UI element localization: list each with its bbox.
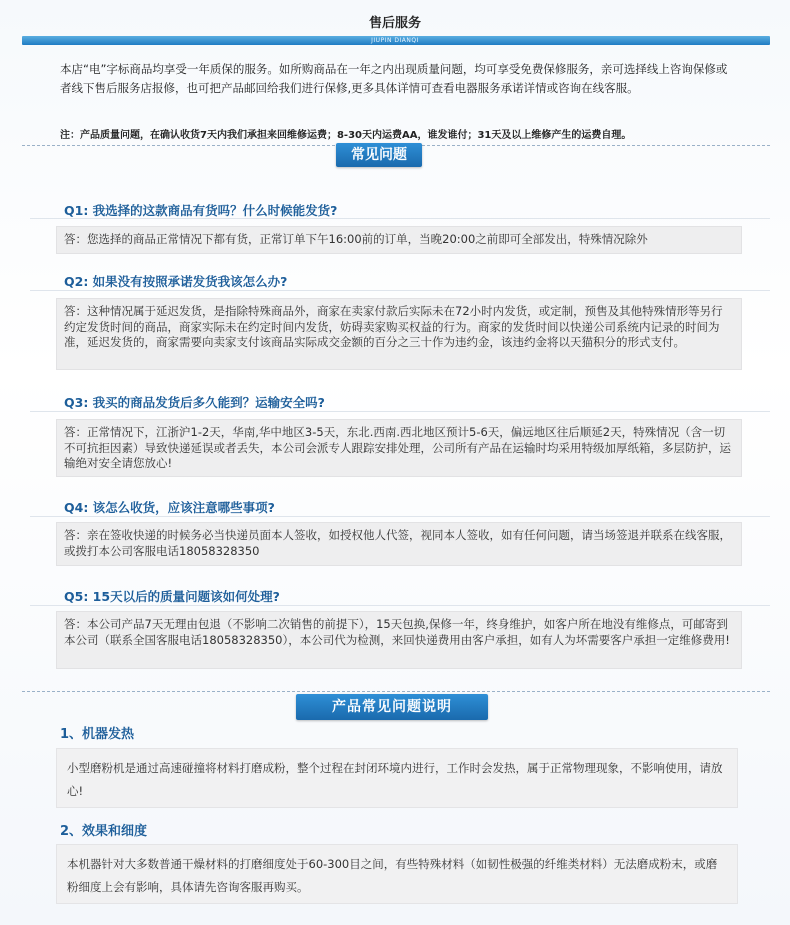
- product-issue-text-1: 小型磨粉机是通过高速碰撞将材料打磨成粉，整个过程在封闭环境内进行，工作时会发热，属于正常物理现象，不影响使用，请放心!: [56, 748, 738, 808]
- page-title: 售后服务: [368, 16, 421, 31]
- faq-question-underline: [30, 605, 770, 606]
- faq-question-5: Q5: 15天以后的质量问题该如何处理?: [64, 589, 280, 604]
- section-divider: [22, 691, 770, 692]
- faq-heading: 常见问题: [336, 143, 422, 167]
- faq-answer-2: 答：这种情况属于延迟发货，是指除特殊商品外，商家在卖家付款后实际未在72小时内发货，或定制，预售及其他特殊情形等另行约定发货时间的商品，商家实际未在约定时间内发货，妨碍卖家购买权益的行为。商家的发货时间以快递公司系统内记录的时间为准，延迟发货的，商家需要向卖家支付该商品实际成交金额的百分之三十作为违约金，该违约金将以天猫积分的形式支付。: [56, 298, 742, 370]
- faq-question-1: Q1: 我选择的这款商品有货吗？什么时候能发货?: [64, 203, 338, 218]
- faq-question-underline: [30, 516, 770, 517]
- warranty-intro: 本店“电”字标商品均享受一年质保的服务。如所购商品在一年之内出现质量问题，均可享受免费保修服务，亲可选择线上咨询保修或者线下售后服务店报修，也可把产品邮回给我们进行保修,更多具体详情可查看电器服务承诺详情或咨询在线客服。: [60, 62, 728, 95]
- header-subtitle: JIUPIN DIANQI: [371, 37, 419, 44]
- faq-answer-5: 答：本公司产品7天无理由包退（不影响二次销售的前提下），15天包换,保修一年，终身维护，如客户所在地没有维修点，可邮寄到本公司（联系全国客服电话18058328350），本公司代为检测，来回快递费用由客户承担，如有人为坏需要客户承担一定维修费用!: [56, 611, 742, 669]
- faq-question-4: Q4: 该怎么收货，应该注意哪些事项?: [64, 500, 275, 515]
- faq-question-underline: [30, 411, 770, 412]
- product-issue-title-1: 1、机器发热: [60, 727, 135, 742]
- shipping-fee-note: 注：产品质量问题，在确认收货7天内我们承担来回维修运费；8-30天内运费AA，谁发谁付；31天及以上维修产生的运费自理。: [60, 130, 632, 141]
- faq-answer-4: 答：亲在签收快递的时候务必当快递员面本人签收，如授权他人代签，视同本人签收，如有任何问题，请当场签退并联系在线客服，或拨打本公司客服电话18058328350: [56, 522, 742, 566]
- product-issue-text-2: 本机器针对大多数普通干燥材料的打磨细度处于60-300目之间，有些特殊材料（如韧性极强的纤维类材料）无法磨成粉末，或磨粉细度上会有影响，具体请先咨询客服再购买。: [56, 844, 738, 904]
- faq-question-2: Q2: 如果没有按照承诺发货我该怎么办?: [64, 274, 288, 289]
- faq-answer-3: 答：正常情况下，江浙沪1-2天，华南,华中地区3-5天，东北.西南.西北地区预计5-6天，偏远地区往后顺延2天，特殊情况（含一切不可抗拒因素）导致快递延误或者丢失，本公司会派专人跟踪安排处理，公司所有产品在运输时均采用特级加厚纸箱，多层防护，运输绝对安全请您放心!: [56, 419, 742, 477]
- faq-question-underline: [30, 290, 770, 291]
- product-faq-heading: 产品常见问题说明: [296, 694, 488, 720]
- faq-question-3: Q3: 我买的商品发货后多久能到？运输安全吗?: [64, 395, 325, 410]
- faq-question-underline: [30, 218, 770, 219]
- faq-answer-1: 答：您选择的商品正常情况下都有货，正常订单下午16:00前的订单，当晚20:00之前即可全部发出，特殊情况除外: [56, 226, 742, 254]
- product-issue-title-2: 2、效果和细度: [60, 824, 148, 839]
